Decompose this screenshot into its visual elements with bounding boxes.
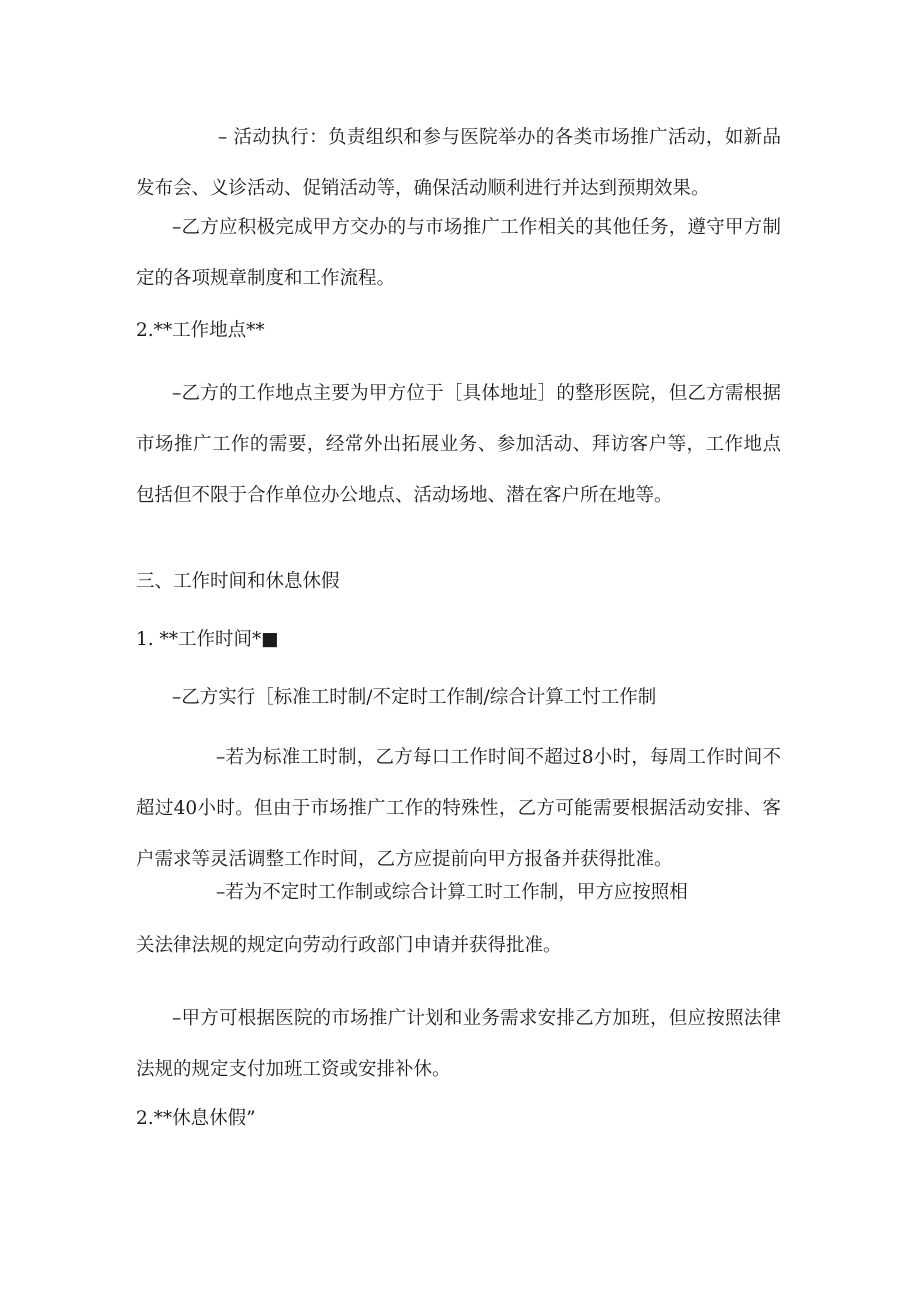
section-title-working-hours: 三、工作时间和休息休假	[136, 571, 340, 592]
paragraph-work-location: –乙方的工作地点主要为甲方位于［具体地址］的整形医院，但乙方需根据市场推广工作的需要，经常外出拓展业务、参加活动、拜访客户等，工作地点包括但不限于合作单位办公地点、活动场地、潜在客户所在地等。	[136, 383, 781, 506]
paragraph-hour-system: –乙方实行［标准工时制/不定时工作制/综合计算工忖工作制	[172, 687, 657, 708]
paragraph-activity-execution: – 活动执行：负责组织和参与医院举办的各类市场推广活动，如新品发布会、义诊活动、促销活动等，确保活动顺利进行并达到预期效果。	[136, 127, 781, 199]
paragraph-overtime: –甲方可根据医院的市场推广计划和业务需求安排乙方加班，但应按照法律法规的规定支付加班工资或安排补休。	[136, 1008, 781, 1080]
paragraph-standard-hours: –若为标准工时制，乙方每口工作时间不超过8小时，每周工作时间不超过40小时。但由于市场推广工作的特殊性，乙方可能需要根据活动安排、客户需求等灵活调整工作时间，乙方应提前向甲方报备并获得批准。	[136, 747, 781, 870]
paragraph-other-tasks: –乙方应积极完成甲方交办的与市场推广工作相关的其他任务，遵守甲方制定的各项规章制度和工作流程。	[136, 217, 781, 289]
paragraph-flexible-hours-line2: 关法律法规的规定向劳动行政部门申请并获得批准。	[136, 935, 562, 956]
paragraph-flexible-hours-line1: –若为不定时工作制或综合计算工时工作制，甲方应按照相	[216, 882, 688, 903]
heading-work-location: 2.**工作地点**	[136, 320, 265, 341]
heading-working-time: 1. **工作时间*■	[136, 629, 279, 650]
heading-rest-leave: 2.**休息休假”	[136, 1108, 256, 1129]
